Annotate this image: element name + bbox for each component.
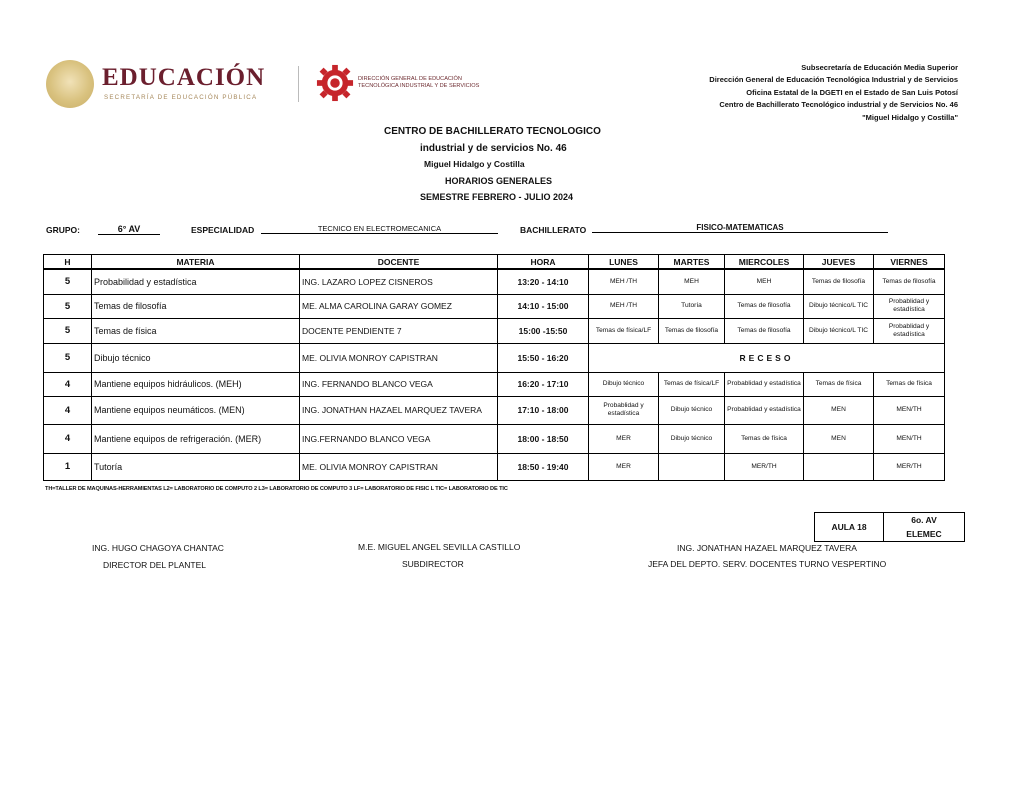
table-header-row	[44, 255, 945, 270]
table-row	[44, 269, 945, 294]
day-cell-viernes: Probablidad y estadística	[874, 294, 945, 318]
teacher-cell: ME. ALMA CAROLINA GARAY GOMEZ	[300, 294, 498, 318]
time-cell: 14:10 - 15:00	[498, 294, 589, 318]
signature-role-director: DIRECTOR DEL PLANTEL	[103, 560, 206, 570]
dgeti-line-2: TECNOLÓGICA INDUSTRIAL Y DE SERVICIOS	[358, 83, 480, 89]
bachillerato-value: FISICO-MATEMATICAS	[592, 223, 888, 233]
header-miercoles: MIERCOLES	[725, 255, 804, 270]
day-cell-jueves: Temas de física	[804, 372, 874, 396]
sep-logo	[46, 60, 291, 110]
hours-cell: 1	[44, 453, 92, 480]
header-viernes: VIERNES	[874, 255, 945, 270]
subject-cell: Tutoría	[92, 453, 300, 480]
teacher-cell: ING. LAZARO LOPEZ CISNEROS	[300, 269, 498, 294]
teacher-cell: ME. OLIVIA MONROY CAPISTRAN	[300, 343, 498, 372]
header-hora: HORA	[498, 255, 589, 270]
national-emblem-icon	[46, 60, 94, 108]
header-docente: DOCENTE	[300, 255, 498, 270]
aula-group: 6o. AV	[884, 513, 965, 528]
hours-cell: 4	[44, 372, 92, 396]
signature-name-subdirector: M.E. MIGUEL ANGEL SEVILLA CASTILLO	[358, 542, 521, 552]
aula-label: AULA 18	[815, 513, 884, 542]
hours-cell: 5	[44, 318, 92, 343]
title-line-4: HORARIOS GENERALES	[445, 176, 553, 186]
hours-cell: 5	[44, 343, 92, 372]
day-cell-miercoles: MEH	[725, 269, 804, 294]
dgeti-text	[358, 76, 479, 90]
day-cell-viernes: MEN/TH	[874, 396, 945, 424]
day-cell-jueves: MEN	[804, 396, 874, 424]
day-cell-jueves: Dibujo técnico/L TIC	[804, 318, 874, 343]
hours-cell: 4	[44, 396, 92, 424]
signature-name-director: ING. HUGO CHAGOYA CHANTAC	[92, 543, 224, 553]
table-row	[44, 343, 945, 372]
day-cell-miercoles: Temas de física	[725, 424, 804, 453]
especialidad-label: ESPECIALIDAD	[191, 225, 255, 235]
grupo-value: 6° AV	[98, 224, 160, 235]
day-cell-miercoles: Temas de filosofía	[725, 318, 804, 343]
day-cell-viernes: Temas de filosofía	[874, 269, 945, 294]
header-jueves: JUEVES	[804, 255, 874, 270]
day-cell-miercoles: Probablidad y estadística	[725, 372, 804, 396]
day-cell-jueves	[804, 453, 874, 480]
subject-cell: Mantiene equipos neumáticos. (MEN)	[92, 396, 300, 424]
day-cell-lunes: MER	[589, 453, 659, 480]
teacher-cell: ING.FERNANDO BLANCO VEGA	[300, 424, 498, 453]
signature-name-jefe: ING. JONATHAN HAZAEL MARQUEZ TAVERA	[677, 543, 857, 553]
header-lunes: LUNES	[589, 255, 659, 270]
day-cell-martes	[659, 453, 725, 480]
subject-cell: Mantiene equipos de refrigeración. (MER)	[92, 424, 300, 453]
dgeti-gear-icon	[316, 64, 354, 102]
day-cell-viernes: Probablidad y estadística	[874, 318, 945, 343]
signature-role-jefe: JEFA DEL DEPTO. SERV. DOCENTES TURNO VESPERTINO	[648, 559, 887, 569]
subject-cell: Probabilidad y estadística	[92, 269, 300, 294]
table-row	[44, 453, 945, 480]
time-cell: 18:50 - 19:40	[498, 453, 589, 480]
day-cell-lunes: Probablidad y estadística	[589, 396, 659, 424]
logo-separator	[298, 66, 299, 102]
logo-wordmark: EDUCACIÓN	[102, 64, 266, 91]
teacher-cell: DOCENTE PENDIENTE 7	[300, 318, 498, 343]
table-row	[44, 396, 945, 424]
table-row	[44, 294, 945, 318]
day-cell-jueves: MEN	[804, 424, 874, 453]
day-cell-martes: Dibujo técnico	[659, 424, 725, 453]
institution-line: Subsecretaría de Educación Media Superior	[801, 63, 958, 72]
aula-box	[814, 512, 965, 542]
title-line-5: SEMESTRE FEBRERO - JULIO 2024	[420, 192, 574, 202]
day-cell-jueves: Dibujo técnico/L TIC	[804, 294, 874, 318]
teacher-cell: ING. FERNANDO BLANCO VEGA	[300, 372, 498, 396]
day-cell-martes: Dibujo técnico	[659, 396, 725, 424]
table-row	[44, 424, 945, 453]
time-cell: 13:20 - 14:10	[498, 269, 589, 294]
day-cell-viernes: Temas de física	[874, 372, 945, 396]
header-materia: MATERIA	[92, 255, 300, 270]
subject-cell: Temas de filosofía	[92, 294, 300, 318]
time-cell: 18:00 - 18:50	[498, 424, 589, 453]
signature-role-subdirector: SUBDIRECTOR	[402, 559, 464, 569]
day-cell-martes: Tutoría	[659, 294, 725, 318]
institution-line: Dirección General de Educación Tecnológica Industrial y de Servicios	[709, 75, 958, 85]
teacher-cell: ME. OLIVIA MONROY CAPISTRAN	[300, 453, 498, 480]
day-cell-lunes: Temas de física/LF	[589, 318, 659, 343]
day-cell-miercoles: Probablidad y estadística	[725, 396, 804, 424]
day-cell-lunes: MEH /TH	[589, 294, 659, 318]
subject-cell: Mantiene equipos hidráulicos. (MEH)	[92, 372, 300, 396]
day-cell-viernes: MEN/TH	[874, 424, 945, 453]
dgeti-line-1: DIRECCIÓN GENERAL DE EDUCACIÓN	[358, 76, 462, 82]
institution-line: Centro de Bachillerato Tecnológico industrial y de Servicios No. 46	[719, 100, 958, 110]
especialidad-value: TECNICO EN ELECTROMECANICA	[261, 224, 498, 234]
recess-cell: RECESO	[589, 343, 945, 372]
institution-line: Oficina Estatal de la DGETI en el Estado de San Luis Potosí	[746, 87, 958, 97]
title-line-3: Miguel Hidalgo y Costilla	[424, 159, 525, 169]
header-h: H	[44, 255, 92, 270]
time-cell: 17:10 - 18:00	[498, 396, 589, 424]
day-cell-martes: Temas de física/LF	[659, 372, 725, 396]
aula-specialty: ELEMEC	[884, 527, 965, 542]
hours-cell: 5	[44, 269, 92, 294]
table-row	[44, 318, 945, 343]
schedule-table	[43, 254, 945, 481]
day-cell-miercoles: MER/TH	[725, 453, 804, 480]
logo-subtitle: SECRETARÍA DE EDUCACIÓN PÚBLICA	[104, 94, 258, 101]
time-cell: 15:50 - 16:20	[498, 343, 589, 372]
title-line-1: CENTRO DE BACHILLERATO TECNOLOGICO	[384, 126, 601, 137]
bachillerato-label: BACHILLERATO	[520, 225, 587, 235]
table-row	[44, 372, 945, 396]
title-line-2: industrial y de servicios No. 46	[420, 143, 567, 154]
subject-cell: Temas de física	[92, 318, 300, 343]
hours-cell: 4	[44, 424, 92, 453]
day-cell-martes: Temas de filosofía	[659, 318, 725, 343]
institution-block	[709, 62, 958, 124]
time-cell: 15:00 -15:50	[498, 318, 589, 343]
day-cell-martes: MEH	[659, 269, 725, 294]
day-cell-jueves: Temas de filosofía	[804, 269, 874, 294]
teacher-cell: ING. JONATHAN HAZAEL MARQUEZ TAVERA	[300, 396, 498, 424]
day-cell-miercoles: Temas de filosofía	[725, 294, 804, 318]
institution-line: "Miguel Hidalgo y Costilla"	[862, 112, 958, 122]
day-cell-lunes: MER	[589, 424, 659, 453]
day-cell-lunes: MEH /TH	[589, 269, 659, 294]
time-cell: 16:20 - 17:10	[498, 372, 589, 396]
legend-note: TH=TALLER DE MAQUINAS-HERRAMIENTAS L2= LABORATORIO DE COMPUTO 2 L3= LABORATORIO DE COMPUTO 3 LF= LABORATORIO DE FISIC L TIC= LABORATORIO DE TIC	[45, 486, 508, 492]
subject-cell: Dibujo técnico	[92, 343, 300, 372]
day-cell-lunes: Dibujo técnico	[589, 372, 659, 396]
hours-cell: 5	[44, 294, 92, 318]
header-martes: MARTES	[659, 255, 725, 270]
grupo-label: GRUPO:	[46, 225, 80, 235]
day-cell-viernes: MER/TH	[874, 453, 945, 480]
